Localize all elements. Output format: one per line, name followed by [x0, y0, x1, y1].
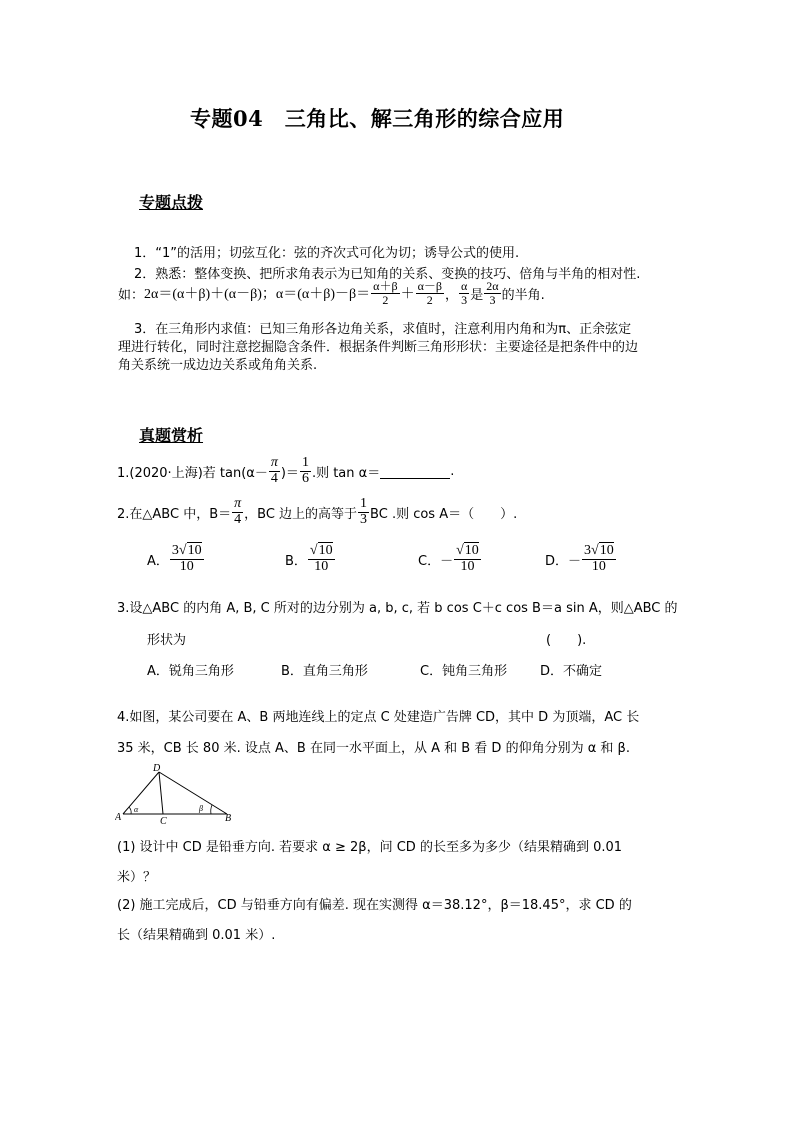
- q1-suffix: .则 tan α＝: [311, 465, 381, 481]
- question-3-paren: ( ).: [546, 633, 587, 648]
- angle-label-beta: β: [199, 804, 203, 813]
- tip-line-3-formula: 2α＝(α＋β)＋(α－β)；α＝(α＋β)－β＝: [144, 287, 371, 303]
- tip-line-1: 1．“1”的活用；切弦互化：弦的齐次式可化为切；诱导公式的使用.: [134, 246, 520, 261]
- question-4-line-2: 35 米，CB 长 80 米. 设点 A、B 在同一水平面上，从 A 和 B 看 D 的仰角分别为 α 和 β.: [117, 741, 630, 756]
- option-a-fraction: $\frac{3√10}{10}$: [171, 543, 202, 574]
- question-4-sub-2-line-2: 长（结果精确到 0.01 米）.: [117, 928, 276, 943]
- q1-prefix: 1.(2020·上海)若 tan(α－: [117, 465, 268, 481]
- answer-blank: [380, 464, 450, 479]
- fraction-pi-over-4: $\frac{\pi}{4}$: [270, 455, 278, 486]
- plus-sign: ＋: [400, 287, 415, 303]
- q3-option-a[interactable]: A．锐角三角形: [147, 664, 234, 679]
- tip-line-3: [118, 280, 545, 306]
- comma: ，: [444, 287, 458, 303]
- tip-line-6: 角关系统一成边边关系或角角关系.: [118, 358, 318, 373]
- fraction-alpha-plus-beta: $\frac{\alpha+\beta}{2}$: [373, 279, 398, 307]
- q1-end: .: [450, 463, 455, 479]
- q2-option-c[interactable]: C． － $\frac{√10}{10}$: [418, 543, 479, 574]
- point-label-b: B: [225, 813, 232, 824]
- half-angle-text: 的半角.: [501, 287, 545, 303]
- section-heading-exam: 真题赏析: [139, 426, 204, 445]
- question-4-line-1: 4.如图，某公司要在 A、B 两地连线上的定点 C 处建造广告牌 CD，其中 D 为顶端，AC 长: [117, 710, 640, 725]
- tip-line-4: 3．在三角形内求值：已知三角形各边角关系，求值时，注意利用内角和为π、正余弦定: [134, 322, 632, 337]
- tip-line-2: 2．熟悉：整体变换、把所求角表示为已知角的关系、变换的技巧、倍角与半角的相对性.: [134, 267, 641, 282]
- point-label-c: C: [160, 816, 167, 824]
- option-c-fraction: $\frac{√10}{10}$: [456, 543, 479, 574]
- q2-prefix: 2.在△ABC 中，B＝: [117, 506, 232, 522]
- section-heading-tips: 专题点拨: [139, 193, 204, 212]
- q2-option-d[interactable]: D． － $\frac{3√10}{10}$: [545, 543, 614, 574]
- question-2: [117, 497, 517, 527]
- question-3-line-2: 形状为: [147, 633, 187, 648]
- q3-option-b[interactable]: B．直角三角形: [281, 664, 368, 679]
- question-4-sub-1-line-1: (1) 设计中 CD 是铅垂方向. 若要求 α ≥ 2β，问 CD 的长至多为多少（结果精确到 0.01: [117, 840, 623, 855]
- q3-option-d[interactable]: D．不确定: [540, 664, 603, 679]
- triangle-figure: [115, 762, 235, 824]
- fraction-pi-over-4: $\frac{\pi}{4}$: [234, 496, 242, 527]
- question-3-line-1: 3.设△ABC 的内角 A, B, C 所对的边分别为 a, b, c, 若 b cos C＋c cos B＝a sin A，则△ABC 的: [117, 601, 678, 616]
- q2-option-b[interactable]: B． $\frac{√10}{10}$: [285, 543, 333, 574]
- question-4-sub-2-line-1: (2) 施工完成后，CD 与铅垂方向有偏差. 现在实测得 α＝38.12°，β＝18.45°，求 CD 的: [117, 898, 632, 913]
- q2-suffix: BC .则 cos A＝（ ）.: [370, 506, 518, 522]
- fraction-alpha-over-3: $\frac{\alpha}{3}$: [460, 279, 468, 307]
- option-b-fraction: $\frac{√10}{10}$: [309, 543, 333, 574]
- word-is: 是: [470, 287, 484, 303]
- point-label-d: D: [153, 763, 161, 774]
- question-1: [117, 456, 454, 486]
- q3-option-c[interactable]: C．钝角三角形: [420, 664, 508, 679]
- option-d-fraction: $\frac{3√10}{10}$: [584, 543, 614, 574]
- point-label-a: A: [115, 812, 122, 823]
- tip-line-3-prefix: 如：: [118, 287, 145, 303]
- q1-equals: )＝: [280, 465, 299, 481]
- tip-line-5: 理进行转化，同时注意挖掘隐含条件．根据条件判断三角形形状：主要途径是把条件中的边: [118, 340, 639, 355]
- fraction-alpha-minus-beta: $\frac{\alpha-\beta}{2}$: [417, 279, 442, 307]
- page-title: 专题04 三角比、解三角形的综合应用: [190, 106, 565, 131]
- fraction-1-over-6: $\frac{1}{6}$: [301, 455, 309, 486]
- fraction-1-over-3: $\frac{1}{3}$: [360, 496, 368, 527]
- question-4-sub-1-line-2: 米）？: [117, 870, 157, 885]
- angle-label-alpha: α: [134, 805, 139, 814]
- q2-option-a[interactable]: A． $\frac{3√10}{10}$: [147, 543, 202, 574]
- fraction-2alpha-over-3: $\frac{2\alpha}{3}$: [486, 279, 499, 307]
- q2-mid: ，BC 边上的高等于: [244, 506, 358, 522]
